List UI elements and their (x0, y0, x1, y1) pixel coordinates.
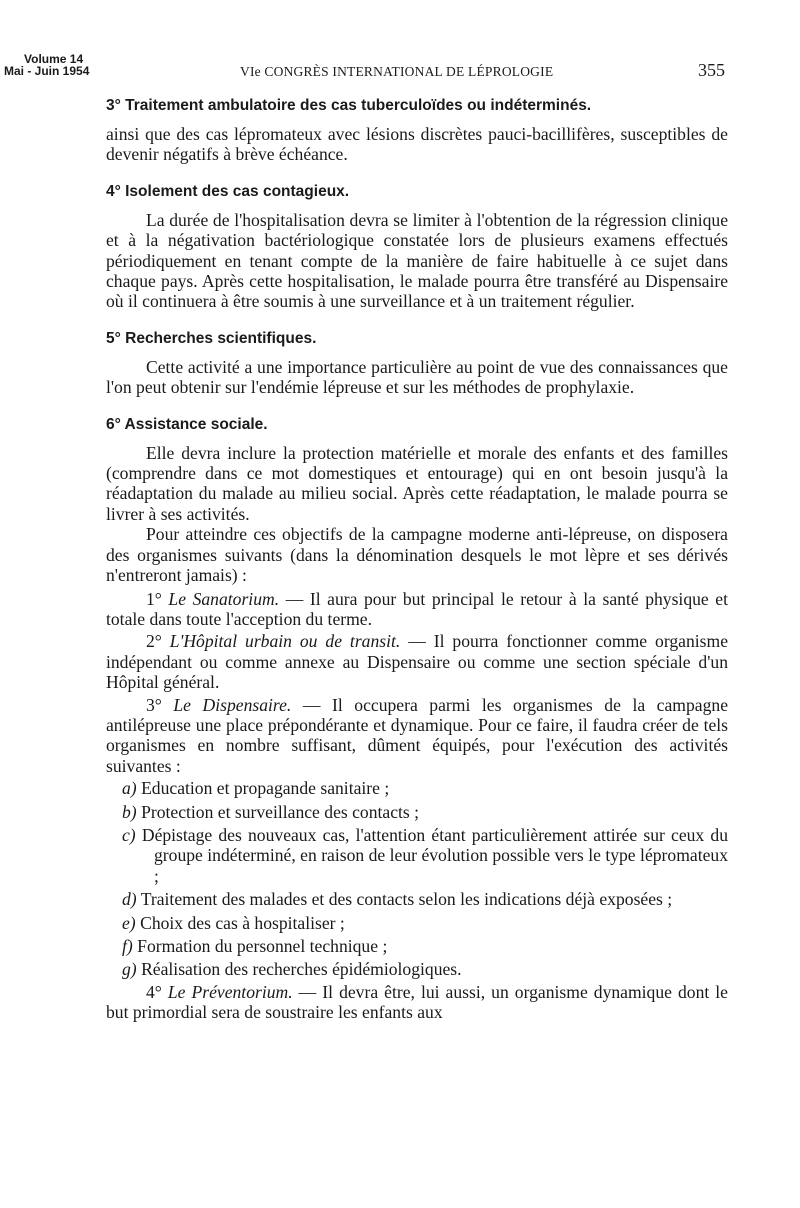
organism-text: — Il occupera parmi les organismes de la campagne antilépreuse une place prépondérante et dynamique. Pour ce faire, il faudra créer de tels organismes en nombre suffisant, dûment équipés, pour l'exécution des activités suivantes : (106, 694, 728, 776)
organism-text: — Il pourra fonctionner comme organisme indépendant ou comme annexe au Dispensaire ou comme une section spéciale d'un Hôpital général. (106, 631, 728, 693)
activity-letter: d) (122, 889, 137, 910)
organism-item (106, 589, 728, 630)
activity-letter: c) (122, 824, 136, 845)
activity-item (106, 778, 728, 798)
paragraph: Cette activité a une importance particulière au point de vue des connaissances que l'on peut obtenir sur l'endémie lépreuse et sur les méthodes de prophylaxie. (106, 356, 728, 398)
organism-title: Le Sanatorium. (168, 588, 280, 609)
activity-item (106, 936, 728, 956)
activity-item (106, 825, 728, 886)
activity-letter: e) (122, 912, 136, 933)
organism-item (106, 631, 728, 692)
journal-volume-info (4, 53, 114, 77)
section-heading: 3° Traitement ambulatoire des cas tuberculoïdes ou indéterminés. (106, 97, 592, 114)
activity-letter: b) (122, 801, 137, 822)
organism-item (106, 982, 728, 1023)
activity-item (106, 802, 728, 822)
paragraph: ainsi que des cas lépromateux avec lésions discrètes pauci-bacillifères, susceptibles de devenir négatifs à brève échéance. (106, 124, 728, 165)
activity-item (106, 913, 728, 933)
organism-number: 4° (146, 981, 162, 1002)
page-body (106, 96, 728, 1023)
issue-date: Mai - Juin 1954 (4, 64, 90, 78)
paragraph: Pour atteindre ces objectifs de la campagne moderne anti-lépreuse, on disposera des organismes suivants (dans la dénomination desquels le mot lèpre et ses dérivés n'entreront jamais) : (106, 524, 728, 586)
page-number: 355 (698, 60, 725, 80)
organism-text: — Il devra être, lui aussi, un organisme dynamique dont le but primordial sera de soustraire les enfants aux (106, 981, 728, 1023)
section-heading: 6° Assistance sociale. (106, 415, 268, 433)
activity-text: Formation du personnel technique ; (137, 936, 388, 956)
activity-letter: a) (122, 778, 137, 799)
activity-text: Choix des cas à hospitaliser ; (140, 912, 345, 933)
activity-text: Dépistage des nouveaux cas, l'attention étant particulièrement attirée sur ceux du groupe indéterminé, en raison de leur évolution possible vers le type lépromateux ; (141, 824, 728, 886)
activity-text: Réalisation des recherches épidémiologiques. (141, 959, 462, 980)
section-heading: 4° Isolement des cas contagieux. (106, 182, 350, 200)
organism-text: — Il aura pour but principal le retour à la santé physique et totale dans toute l'acception du terme. (106, 588, 728, 629)
organism-title: Le Préventorium. (167, 981, 293, 1002)
volume-number: Volume 14 (24, 52, 84, 66)
activity-item (106, 889, 728, 909)
paragraph: La durée de l'hospitalisation devra se limiter à l'obtention de la régression clinique et à la négativation bactériologique constatée lors de plusieurs examens effectués périodiquement en tenant compte de la manière de faire habituelle à ce sujet dans chaque pays. Après cette hospitalisation, le malade pourra être transféré au Dispensaire où il continuera à être soumis à une surveillance et à un traitement régulier. (106, 209, 728, 312)
activity-letter: f) (122, 936, 133, 956)
paragraph: Elle devra inclure la protection matérielle et morale des enfants et des familles (comprendre dans ce mot domestiques et entourage) qui en ont besoin jusqu'à la réadaptation du malade au milieu social. Après cette réadaptation, le malade pourra se livrer à ses activités. (106, 442, 728, 524)
section-heading: 5° Recherches scientifiques. (106, 329, 317, 347)
organism-number: 1° (146, 588, 162, 609)
organism-number: 3° (146, 694, 162, 715)
activity-text: Education et propagande sanitaire ; (141, 778, 390, 799)
running-header-title: VIe CONGRÈS INTERNATIONAL DE LÉPROLOGIE (240, 64, 554, 79)
activity-text: Protection et surveillance des contacts ; (141, 801, 420, 822)
organism-number: 2° (146, 631, 162, 652)
activity-letter: g) (122, 959, 137, 980)
activity-text: Traitement des malades et des contacts selon les indications déjà exposées ; (140, 889, 673, 910)
organism-item (106, 695, 728, 777)
activity-item (106, 959, 728, 979)
organism-title: L'Hôpital urbain ou de transit. (169, 631, 401, 652)
organism-title: Le Dispensaire. (173, 694, 292, 715)
